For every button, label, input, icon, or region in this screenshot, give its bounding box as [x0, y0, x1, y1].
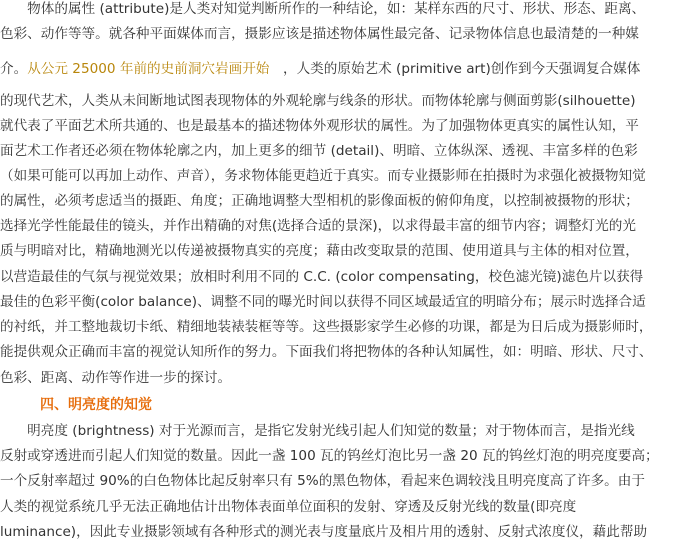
paragraph-line: 最佳的色彩平衡(color balance)、调整不同的曝光时间以获得不同区域最适宜的明暗分布；展示时选择合适 — [0, 294, 646, 310]
paragraph-line: 就代表了平面艺术所共通的、也是最基本的描述物体外观形状的属性。为了加强物体更真实的属性认知，平 — [0, 118, 639, 134]
paragraph-line: 反射或穿透进而引起人们知觉的数量。因此一盏 100 瓦的钨丝灯泡比另一盏 20 瓦的钨丝灯泡的明亮度要高； — [0, 448, 659, 464]
paragraph-line: 选择光学性能最佳的镜头，并作出精确的对焦(选择合适的景深)，以求得最丰富的细节内容；调整灯光的光 — [0, 218, 636, 234]
paragraph-line: 以营造最佳的气氛与视觉效果；放相时利用不同的 C.C. (color compensating，校色滤光镜)滤色片以获得 — [0, 269, 644, 285]
text-segment: ，人类的原始艺术 (primitive art)创作到今天强调复合媒体 — [269, 61, 641, 77]
paragraph-line: 一个反射率超过 90%的白色物体比起反射率只有 5%的黑色物体，看起来色调较浅且明亮度高了许多。由于 — [0, 473, 645, 489]
paragraph-line: 的属性，必须考虑适当的摄距、角度；正确地调整大型相机的影像面板的俯仰角度，以控制被摄物的形状； — [0, 193, 639, 209]
paragraph-line: （如果可能可以再加上动作、声音），务求物体能更趋近于真实。而专业摄影师在拍摄时为求强化被摄物知觉 — [0, 168, 646, 184]
paragraph-line: 能提供观众正确而丰富的视觉认知所作的努力。下面我们将把物体的各种认知属性，如：明暗、形状、尺寸、 — [0, 344, 653, 360]
paragraph-line: 质与明暗对比，精确地测光以传递被摄物真实的亮度；藉由改变取景的范围、使用道具与主体的相对位置， — [0, 243, 639, 259]
paragraph-line: 色彩、距离、动作等作进一步的探讨。 — [0, 370, 232, 386]
section-heading: 四、明亮度的知觉 — [40, 397, 152, 413]
text-segment: 介。 — [0, 61, 28, 77]
paragraph-line: 的现代艺术，人类从未间断地试图表现物体的外观轮廓与线条的形状。而物体轮廓与侧面剪影(silhouette) — [0, 93, 636, 109]
paragraph-line: luminance)，因此专业摄影领域有各种形式的测光表与度量底片及相片用的透射、反射式浓度仪，藉此帮助 — [0, 524, 648, 540]
paragraph-line: 人类的视觉系统几乎无法正确地估计出物体表面单位面积的发射、穿透及反射光线的数量(即亮度 — [0, 499, 577, 515]
paragraph-line: 物体的属性 (attribute)是人类对知觉判断所作的一种结论，如：某样东西的尺寸、形状、形态、距离、 — [0, 1, 646, 17]
paragraph-line: 面艺术工作者还必须在物体轮廓之内，加上更多的细节 (detail)、明暗、立体纵深、透视、丰富多样的色彩 — [0, 143, 638, 159]
paragraph-line: 明亮度 (brightness) 对于光源而言，是指它发射光线引起人们知觉的数量；对于物体而言，是指光线 — [0, 423, 635, 439]
paragraph-line-with-link — [0, 57, 691, 81]
paragraph-line: 色彩、动作等等。就各种平面媒体而言，摄影应该是描述物体属性最完备、记录物体信息也最清楚的一种媒 — [0, 26, 639, 42]
paragraph-line: 的衬纸，并工整地裁切卡纸、精细地装裱装框等等。这些摄影家学生必修的功课，都是为日后成为摄影师时， — [0, 319, 653, 335]
cave-painting-link[interactable]: 从公元 25000 年前的史前洞穴岩画开始 — [27, 61, 270, 77]
